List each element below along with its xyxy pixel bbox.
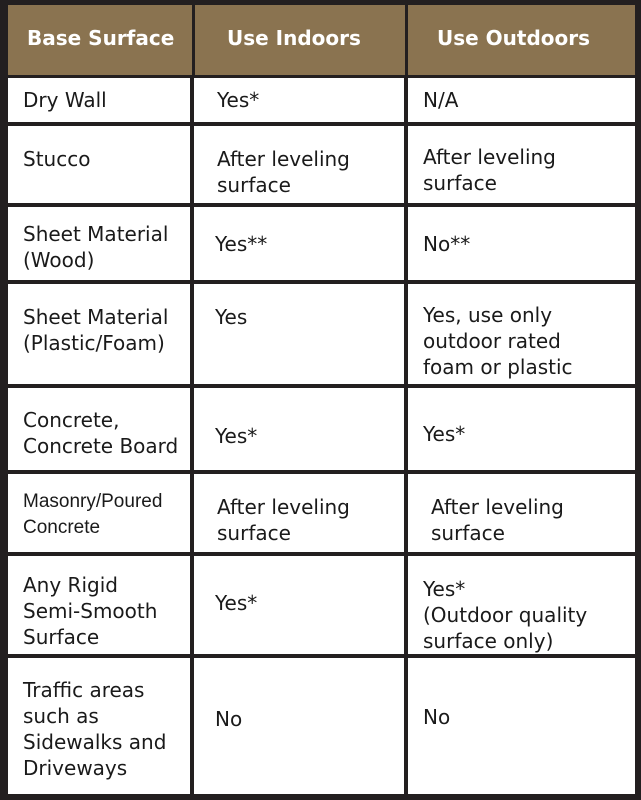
table-row-masonry-surface (8, 474, 190, 552)
table-row-sheet-wood-indoors (194, 207, 404, 280)
indoors-value: After leveling surface (217, 495, 350, 545)
table-row-traffic-surface (8, 658, 190, 794)
table-row-rigid-outdoors (408, 556, 635, 654)
table-row-concrete-outdoors (408, 388, 635, 470)
indoors-value: Yes* (217, 88, 260, 112)
surface-label: Sheet Material (Plastic/Foam) (23, 305, 169, 355)
header-use-indoors (195, 5, 405, 75)
indoors-value: Yes (215, 305, 248, 329)
header-use-outdoors-label: Use Outdoors (437, 26, 591, 50)
table-row-sheet-wood-outdoors (408, 207, 635, 280)
surface-label: Dry Wall (23, 88, 107, 112)
table-row-stucco-outdoors (408, 126, 635, 203)
indoors-value: Yes** (215, 232, 268, 256)
table-row-stucco-surface (8, 126, 190, 203)
table-row-masonry-outdoors (408, 474, 635, 552)
indoors-value: Yes* (215, 424, 258, 448)
outdoors-value: Yes, use only outdoor rated foam or plastic (423, 303, 573, 379)
table-row-traffic-outdoors (408, 658, 635, 794)
surface-label: Traffic areas such as Sidewalks and Driveways (23, 678, 167, 780)
table-row-stucco-indoors (194, 126, 404, 203)
header-use-indoors-label: Use Indoors (227, 26, 361, 50)
table-row-sheet-plastic-indoors (194, 284, 404, 384)
indoors-value: No (215, 707, 243, 731)
header-base-surface (8, 5, 192, 75)
surface-label: Masonry/Poured Concrete (23, 491, 163, 538)
outdoors-value: Yes* (Outdoor quality surface only) (423, 577, 588, 653)
indoors-value: After leveling surface (217, 147, 350, 197)
table-row-masonry-indoors (194, 474, 404, 552)
table-row-sheet-plastic-outdoors (408, 284, 635, 384)
table-row-rigid-indoors (194, 556, 404, 654)
header-use-outdoors (408, 5, 635, 75)
table-row-sheet-wood-surface (8, 207, 190, 280)
outdoors-value: N/A (423, 88, 459, 112)
outdoors-value: After leveling surface (431, 495, 564, 545)
header-base-surface-label: Base Surface (27, 26, 175, 50)
table-row-sheet-plastic-surface (8, 284, 190, 384)
table-row-rigid-surface (8, 556, 190, 654)
outdoors-value: No (423, 705, 451, 729)
indoors-value: Yes* (215, 591, 258, 615)
table-row-drywall-surface (8, 78, 190, 122)
table-row-drywall-indoors (194, 78, 404, 122)
table-row-concrete-surface (8, 388, 190, 470)
outdoors-value: After leveling surface (423, 145, 556, 195)
table-row-drywall-outdoors (408, 78, 635, 122)
table-row-traffic-indoors (194, 658, 404, 794)
outdoors-value: No** (423, 232, 471, 256)
surface-label: Concrete, Concrete Board (23, 408, 179, 458)
table-row-concrete-indoors (194, 388, 404, 470)
surface-label: Any Rigid Semi-Smooth Surface (23, 573, 158, 649)
outdoors-value: Yes* (423, 422, 466, 446)
surface-label: Sheet Material (Wood) (23, 222, 169, 272)
surface-label: Stucco (23, 147, 91, 171)
